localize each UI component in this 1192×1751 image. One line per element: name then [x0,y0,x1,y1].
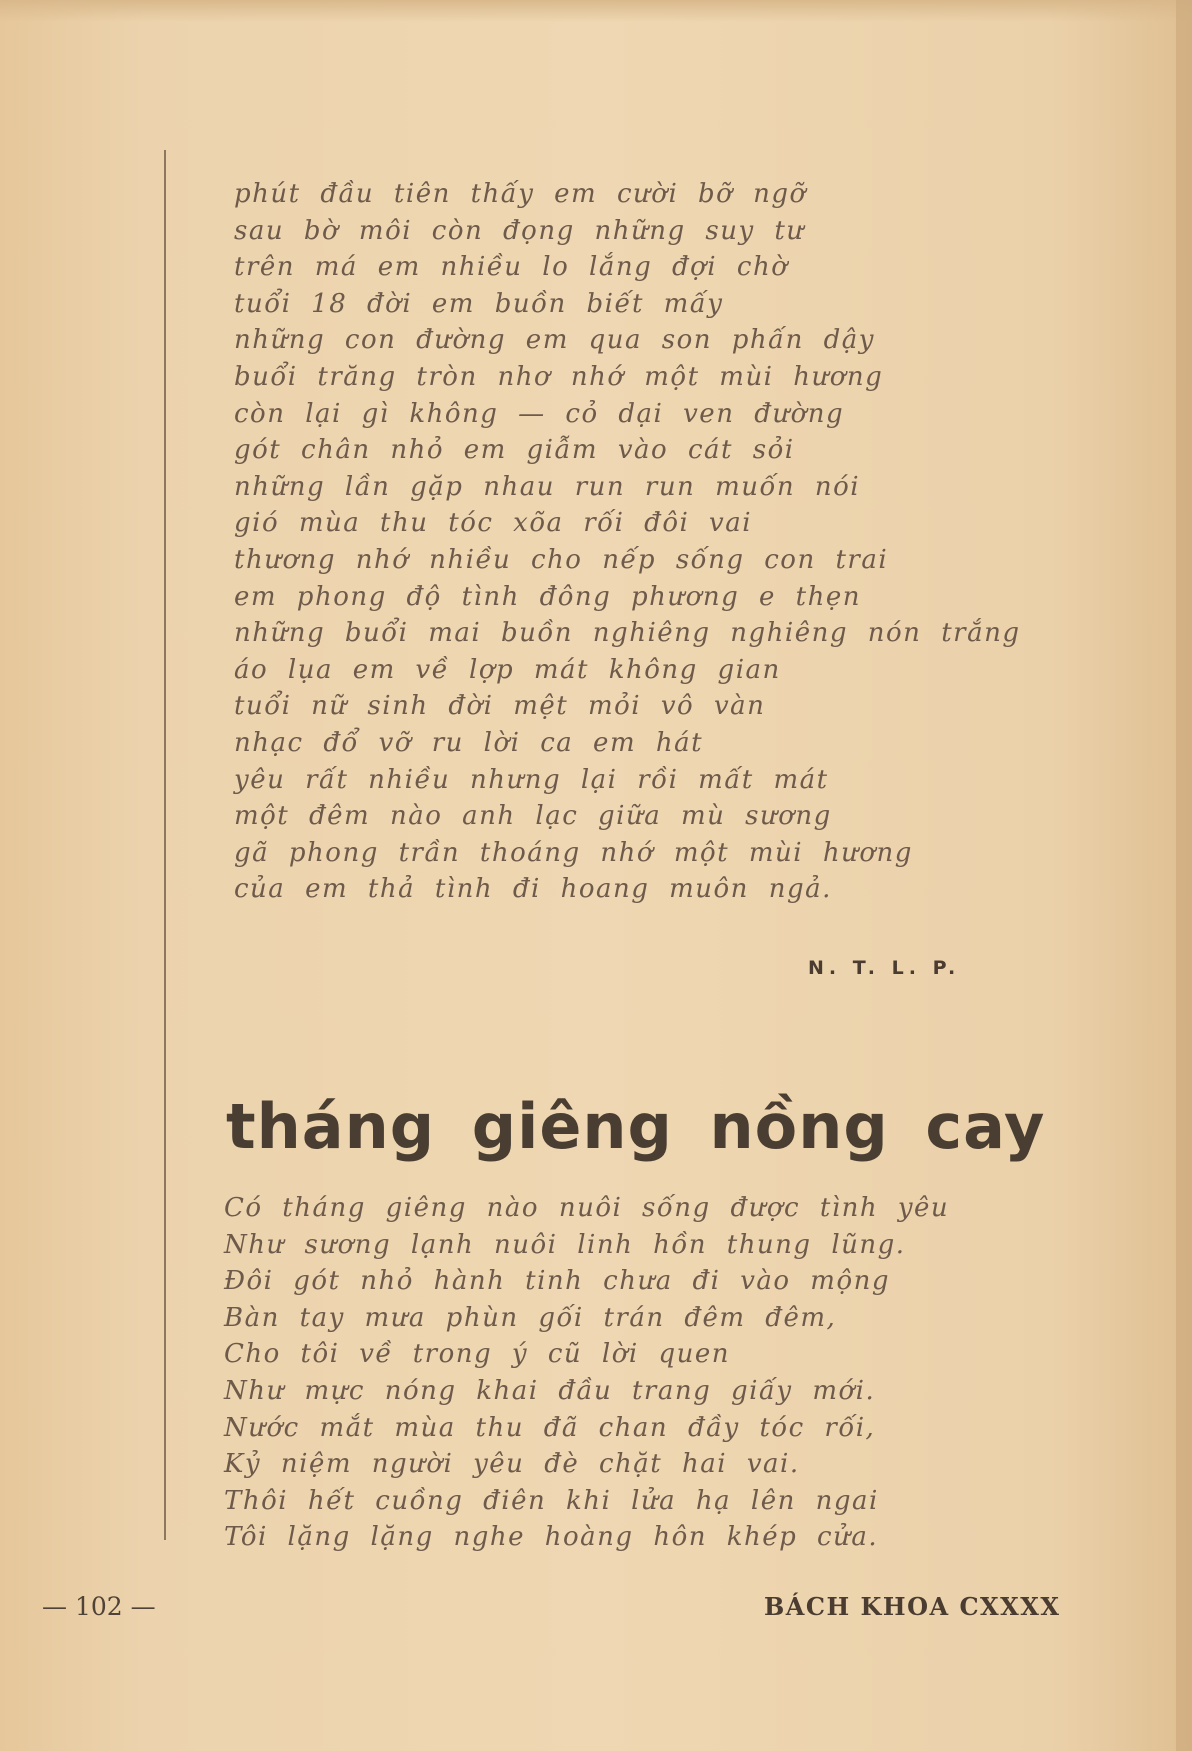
author-initials: N. T. L. P. [808,957,961,979]
poem-line: những buổi mai buồn nghiêng nghiêng nón trắng [234,618,1021,649]
page-number: — 102 — [42,1592,156,1621]
poem-line: Bàn tay mưa phùn gối trán đêm đêm, [224,1302,837,1333]
poem-line: nhạc đổ vỡ ru lời ca em hát [234,727,704,758]
running-footer: BÁCH KHOA CXXXX [764,1592,1061,1621]
poem-title: tháng giêng nồng cay [226,1090,1046,1163]
poem-line: Đôi gót nhỏ hành tinh chưa đi vào mộng [224,1266,891,1297]
poem-line: Cho tôi về trong ý cũ lời quen [224,1339,730,1370]
poem-line: sau bờ môi còn đọng những suy tư [234,215,805,246]
poem-1 [234,176,1021,908]
poem-line: gã phong trần thoáng nhớ một mùi hương [234,837,913,868]
poem-line: Thôi hết cuồng điên khi lửa hạ lên ngai [224,1485,879,1516]
poem-line: tuổi nữ sinh đời mệt mỏi vô vàn [234,691,766,722]
margin-rule [164,150,166,1540]
poem-line: Kỷ niệm người yêu đè chặt hai vai. [224,1449,800,1480]
poem-line: áo lụa em về lợp mát không gian [234,654,781,685]
poem-line: những lần gặp nhau run run muốn nói [234,471,861,502]
poem-line: gió mùa thu tóc xõa rối đôi vai [234,508,753,539]
poem-line: buổi trăng tròn nhơ nhớ một mùi hương [234,361,884,392]
poem-line: thương nhớ nhiều cho nếp sống con trai [234,544,889,575]
poem-line: Có tháng giêng nào nuôi sống được tình yêu [224,1193,950,1223]
poem-line: một đêm nào anh lạc giữa mù sương [234,801,832,832]
poem-line: Như sương lạnh nuôi linh hồn thung lũng. [224,1229,906,1260]
poem-line: của em thả tình đi hoang muôn ngả. [234,874,832,905]
poem-line: những con đường em qua son phấn dậy [234,325,875,356]
poem-line: gót chân nhỏ em giẫm vào cát sỏi [234,435,795,466]
poem-line: phút đầu tiên thấy em cười bỡ ngỡ [234,179,807,209]
poem-line: em phong độ tình đông phương e thẹn [234,581,861,612]
poem-line: trên má em nhiều lo lắng đợi chờ [234,252,789,283]
poem-line: Như mực nóng khai đầu trang giấy mới. [224,1375,876,1406]
poem-line: yêu rất nhiều nhưng lại rồi mất mát [234,764,829,795]
page-edge-right [1176,0,1192,1751]
poem-line: tuổi 18 đời em buồn biết mấy [234,288,724,319]
page-edge-shadow [0,0,1192,22]
poem-2 [224,1190,984,1556]
poem-line: còn lại gì không — cỏ dại ven đường [234,398,845,429]
poem-line: Tôi lặng lặng nghe hoàng hôn khép cửa. [224,1522,879,1553]
poem-line: Nước mắt mùa thu đã chan đầy tóc rối, [224,1412,876,1443]
